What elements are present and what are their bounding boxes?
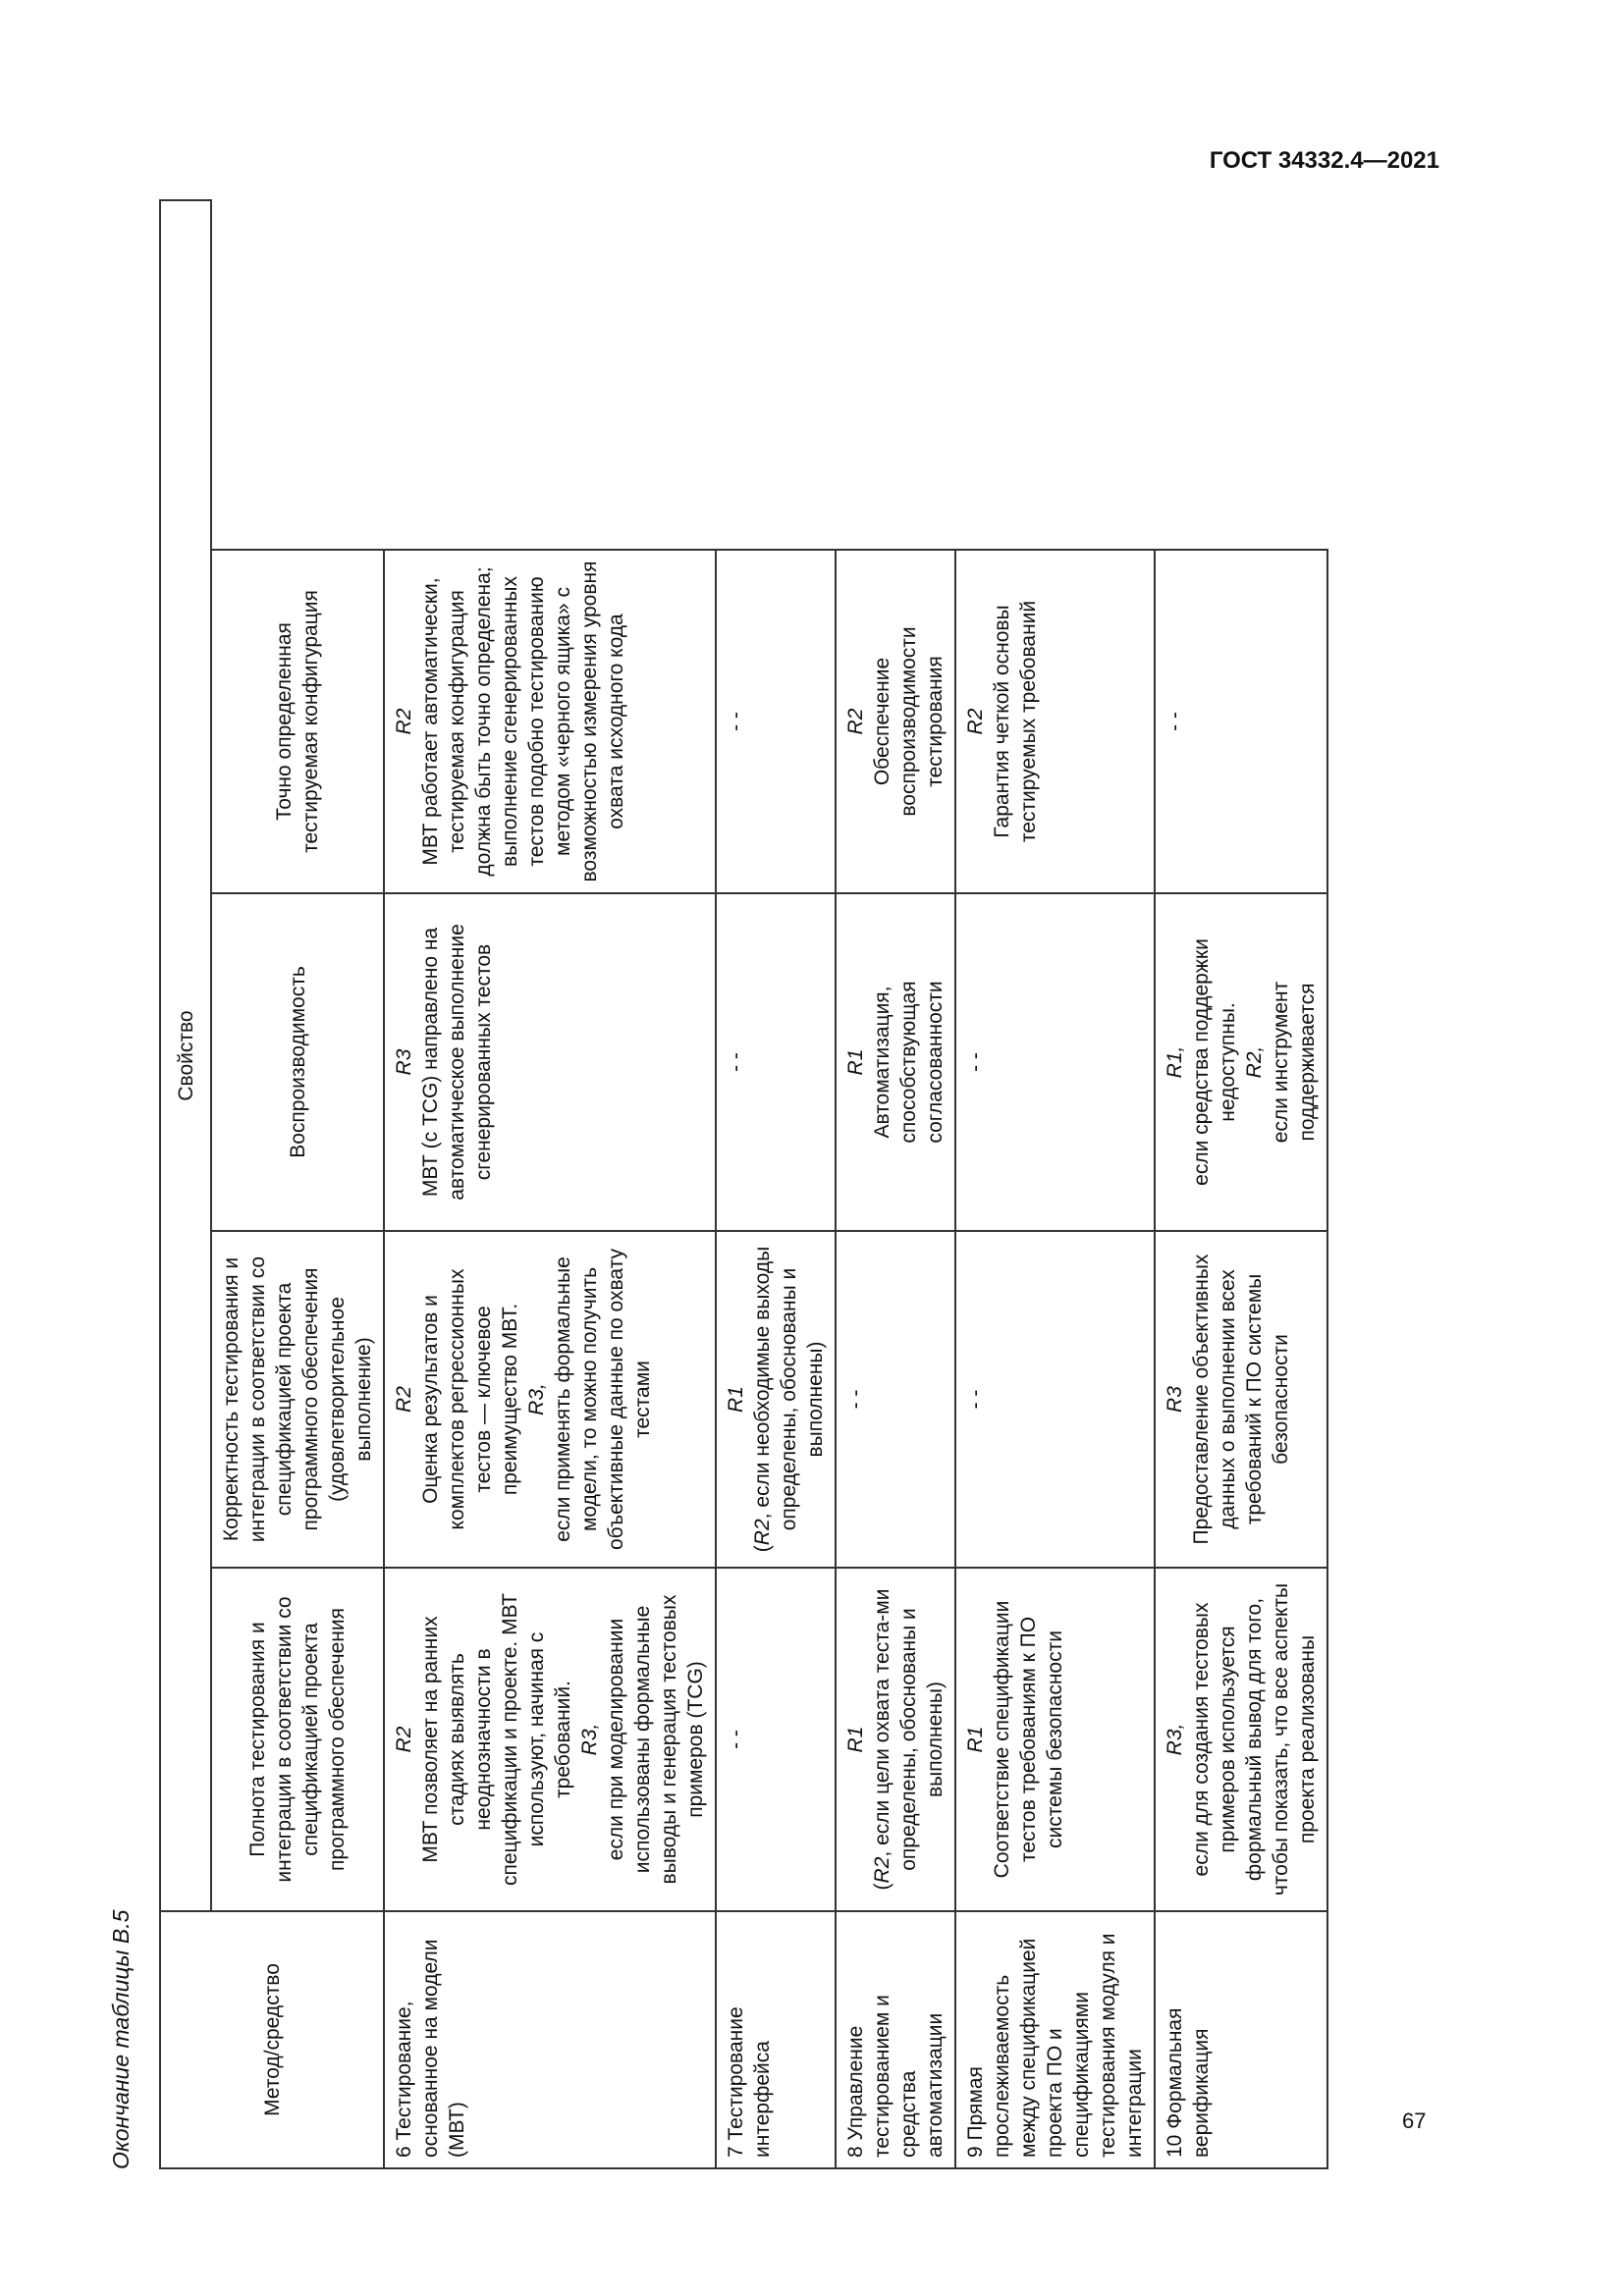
cell-repeatability: - - (955, 893, 1155, 1231)
method-cell: 8 Управление тестированием и средства автоматизации (836, 1911, 955, 2168)
standard-number: ГОСТ 34332.4—2021 (1209, 147, 1439, 174)
cell-repeatability: R3 МВТ (с TCG) направлено на автоматическое выполнение сгенерированных тестов (384, 893, 716, 1231)
cell-configuration: - - (1155, 550, 1327, 893)
cell-repeatability: R1, если средства поддержки недоступны. R2, если инструмент поддерживается (1155, 893, 1327, 1231)
cell-configuration: R2 МВТ работает автоматически, тестируемая конфигурация должна быть точно определена; выполнение сгенерированных тестов подобно тестированию методом «черного ящика» с возможностью измерения уровня охвата исходного кода (384, 550, 716, 893)
table-row (384, 200, 716, 2168)
header-method: Метод/средство (160, 1911, 384, 2168)
method-cell: 6 Тестирование, основанное на модели (МВТ) (384, 1911, 716, 2168)
cell-completeness: R1 (R2, если цели охвата теста-ми определены, обоснованы и выполнены) (836, 1568, 955, 1911)
cell-completeness: - - (716, 1568, 836, 1911)
header-correctness: Корректность тестирования и интеграции в соответствии со спецификацией проекта программного обеспечения (удовлетворительное выполнение) (211, 1231, 384, 1568)
cell-completeness: R3, если для создания тестовых примеров используется формальный вывод для того, чтобы показать, что все аспекты проекта реализованы (1155, 1568, 1327, 1911)
table-row (836, 200, 955, 2168)
header-repeatability: Воспроизводимость (211, 893, 384, 1231)
cell-completeness: R2 МВТ позволяет на ранних стадиях выявлять неоднозначности в спецификации и проекте. МВТ используют, начиная с требований. R3, если при моделировании использованы формальные выводы и генерация тестовых примеров (TCG) (384, 1568, 716, 1911)
header-configuration: Точно определенная тестируемая конфигурация (211, 550, 384, 893)
cell-correctness: R3 Предоставление объективных данных о выполнении всех требований к ПО системы безопасности (1155, 1231, 1327, 1568)
method-cell: 10 Формальная верификация (1155, 1911, 1327, 2168)
rotated-table-page (108, 201, 1456, 2169)
table-row (955, 200, 1155, 2168)
cell-correctness: R1 (R2, если необходимые выходы определены, обоснованы и выполнены) (716, 1231, 836, 1568)
header-completeness: Полнота тестирования и интеграции в соответствии со спецификацией проекта программного обеспечения (211, 1568, 384, 1911)
cell-configuration: - - (716, 550, 836, 893)
cell-configuration: R2 Обеспечение воспроизводимости тестирования (836, 550, 955, 893)
page-number: 67 (1402, 2109, 1427, 2133)
header-row-1 (160, 200, 211, 2168)
cell-repeatability: R1 Автоматизация, способствующая согласованности (836, 893, 955, 1231)
cell-configuration: R2 Гарантия четкой основы тестируемых требований (955, 550, 1155, 893)
cell-completeness: R1 Соответствие спецификации тестов требованиям к ПО системы безопасности (955, 1568, 1155, 1911)
table-caption: Окончание таблицы В.5 (108, 1909, 134, 2169)
method-cell: 7 Тестирование интерфейса (716, 1911, 836, 2168)
cell-repeatability: - - (716, 893, 836, 1231)
table-row (716, 200, 836, 2168)
method-cell: 9 Прямая прослеживаемость между спецификацией проекта ПО и спецификациями тестирования модуля и интеграции (955, 1911, 1155, 2168)
table-row (1155, 200, 1327, 2168)
cell-correctness: R2 Оценка результатов и комплектов регрессионных тестов — ключевое преимущество МВТ. R3, если применять формальные модели, то можно получить объективные данные по охвату тестами (384, 1231, 716, 1568)
header-row-2 (211, 200, 384, 2168)
header-property: Свойство (160, 200, 211, 1911)
table-b5 (159, 199, 1328, 2169)
cell-correctness: - - (955, 1231, 1155, 1568)
cell-correctness: - - (836, 1231, 955, 1568)
